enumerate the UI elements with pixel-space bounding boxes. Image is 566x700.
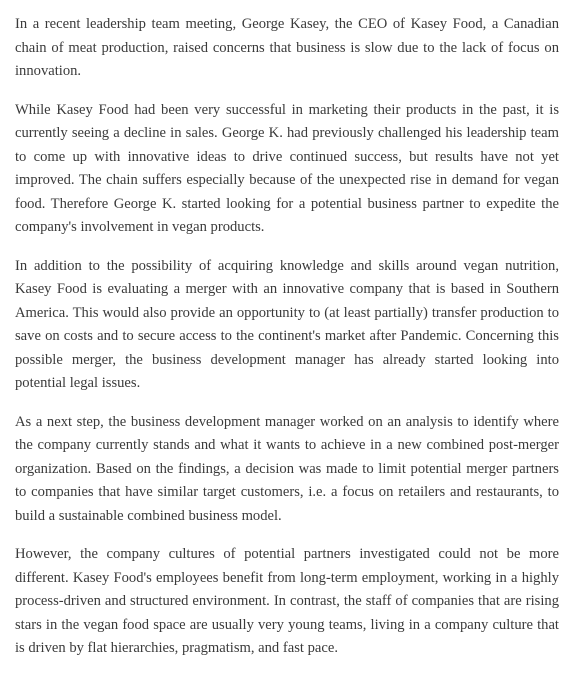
paragraph-ceo-concerns: In a recent leadership team meeting, George Kasey, the CEO of Kasey Food, a Canadian chain of meat production, raised concerns that business is slow due to the lack of focus on innovation. — [15, 16, 559, 79]
paragraph-post-merger-analysis: As a next step, the business development manager worked on an analysis to identify where the company currently stands and what it wants to achieve in a new combined post-merger organization. Based on the findings, a decision was made to limit potential merger partners to companies that have similar target customers, i.e. a focus on retailers and restaurants, to build a sustainable combined business model. — [15, 413, 559, 524]
paragraph-merger-evaluation: In addition to the possibility of acquiring knowledge and skills around vegan nutrition, Kasey Food is evaluating a merger with an innovative company that is based in Southern America. This would also provide an opportunity to (at least partially) transfer production to save on costs and to secure access to the continent's market after Pandemic. Concerning this possible merger, the business development manager has already started looking into potential legal issues. — [15, 257, 559, 391]
paragraph-sales-decline: While Kasey Food had been very successful in marketing their products in the past, it is currently seeing a decline in sales. George K. had previously challenged his leadership team to come up with innovative ideas to drive continued success, but results have not yet improved. The chain suffers especially because of the unexpected rise in demand for vegan food. Therefore George K. started looking for a potential business partner to expedite the company's involvement in vegan products. — [15, 101, 559, 235]
paragraph-company-cultures: However, the company cultures of potential partners investigated could not be more different. Kasey Food's employees benefit from long-term employment, working in a highly process-driven and structured environment. In contrast, the staff of companies that are rising stars in the vegan food space are usually very young teams, living in a company culture that is driven by flat hierarchies, pragmatism, and fast pace. — [15, 546, 559, 656]
